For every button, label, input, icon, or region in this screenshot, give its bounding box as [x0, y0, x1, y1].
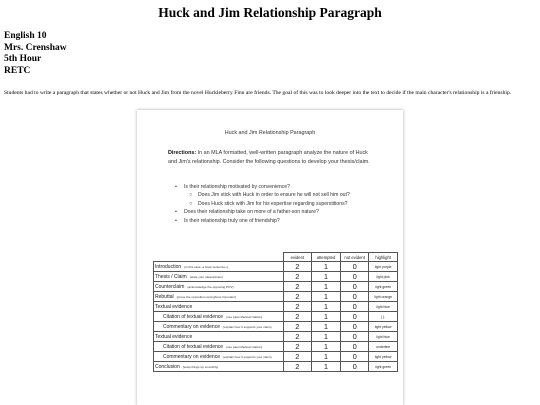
assignment-title: Huck and Jim Relationship Paragraph: [224, 130, 316, 136]
rubric-score-attempted: 1: [312, 322, 341, 332]
bullet-icon: •: [175, 209, 177, 216]
rubric-category: [154, 272, 284, 282]
rubric-row: [154, 282, 398, 292]
rubric-row: [154, 332, 398, 342]
rubric-score-not-evident: 0: [340, 342, 368, 352]
question-item: [175, 200, 395, 208]
question-text: Does Huck stick with Jim for his expertise regarding superstitions?: [198, 200, 348, 207]
rubric-category: [154, 332, 284, 342]
question-item: [175, 208, 395, 216]
rubric-score-attempted: 1: [312, 312, 341, 322]
rubric-category-name: Conclusion: [155, 363, 180, 370]
rubric-category-note: (explain how it supports your claim): [222, 354, 272, 359]
rubric-category-name: Commentary on evidence: [163, 323, 220, 330]
rubric-header-highlight: highlight: [369, 253, 398, 262]
rubric-highlight: ( ).: [369, 312, 398, 322]
rubric-highlight: light purple: [369, 262, 398, 272]
directions: [168, 149, 373, 167]
rubric-score-evident: 2: [283, 302, 311, 312]
rubric-category-note: (in this case, a hook sentence+): [184, 264, 228, 269]
rubric-row: [154, 352, 398, 362]
rubric-category: [154, 262, 284, 272]
rubric-score-evident: 2: [283, 342, 311, 352]
rubric-score-not-evident: 0: [340, 322, 368, 332]
rubric-highlight: light yellow: [369, 352, 398, 362]
intro-paragraph: Students had to write a paragraph that states whether or not Huck and Jim from the novel Huckleberry Finn are friends. The goal of this was to look deeper into the text to decide if the main character's relationship is a frienship.: [4, 90, 512, 96]
rubric-category-name: Counterclaim: [155, 283, 185, 290]
rubric-header-blank: [154, 253, 284, 262]
rubric-header-attempted: attempted: [312, 253, 341, 262]
rubric-category: [154, 362, 284, 372]
rubric-score-evident: 2: [283, 352, 311, 362]
rubric-highlight: light green: [369, 282, 398, 292]
directions-text: In an MLA formatted, well-written paragraph analyze the nature of Huck and Jim's relationship. Consider the following questions to develop your thesis/claim.: [168, 150, 370, 165]
page-title: Huck and Jim Relationship Paragraph: [158, 5, 382, 20]
question-item: [175, 217, 395, 225]
rubric-header-row: [154, 253, 398, 262]
rubric-score-not-evident: 0: [340, 282, 368, 292]
rubric-row: [154, 262, 398, 272]
rubric-score-not-evident: 0: [340, 262, 368, 272]
question-item: [175, 183, 395, 191]
rubric-score-attempted: 1: [312, 352, 341, 362]
rubric-row: [154, 362, 398, 372]
rubric-category-note: (acknowledge the opposing POV): [187, 284, 234, 289]
rubric-score-attempted: 1: [312, 342, 341, 352]
bullet-icon: •: [175, 217, 177, 224]
class-hour: 5th Hour: [4, 54, 42, 64]
rubric-score-evident: 2: [283, 362, 311, 372]
rubric-highlight: light blue: [369, 302, 398, 312]
question-item: [175, 191, 395, 199]
question-text: Does their relationship take on more of a father-son nature?: [184, 209, 319, 216]
rubric-score-attempted: 1: [312, 332, 341, 342]
rubric-score-attempted: 1: [312, 262, 341, 272]
rubric-row: [154, 292, 398, 302]
circle-bullet-icon: ○: [189, 192, 193, 199]
rubric-score-attempted: 1: [312, 292, 341, 302]
rubric-category-name: Textual evidence: [155, 303, 193, 310]
rubric-category-name: Citation of textual evidence: [163, 313, 224, 320]
rubric-row: [154, 312, 398, 322]
rubric-row: [154, 322, 398, 332]
rubric-category-name: Introduction: [155, 263, 182, 270]
rubric-category-note: (explain how it supports your claim): [222, 324, 272, 329]
rubric-score-not-evident: 0: [340, 312, 368, 322]
rubric-highlight: light yellow: [369, 322, 398, 332]
rubric-table: [153, 252, 398, 372]
rubric-category-name: Commentary on evidence: [163, 353, 220, 360]
rubric-category-name: Citation of textual evidence: [163, 343, 224, 350]
rubric-row: [154, 302, 398, 312]
rubric-highlight: light orange: [369, 292, 398, 302]
teacher-name: Mrs. Crenshaw: [4, 42, 67, 53]
circle-bullet-icon: ○: [189, 200, 193, 207]
rubric-category-name: Textual evidence: [155, 333, 193, 340]
rubric-score-not-evident: 0: [340, 362, 368, 372]
class-info: [4, 31, 67, 77]
question-text: Is their relationship motivated by convenience?: [184, 184, 290, 190]
question-list: [175, 183, 395, 225]
assignment-sheet-image: [137, 110, 403, 405]
rubric-score-attempted: 1: [312, 362, 341, 372]
rubric-highlight: light blue: [369, 332, 398, 342]
rubric-score-evident: 2: [283, 262, 311, 272]
rubric-category: [154, 312, 284, 322]
rubric-category-name: Rebuttal: [155, 293, 174, 300]
rubric-row: [154, 272, 398, 282]
rubric-score-attempted: 1: [312, 272, 341, 282]
rubric-category: [154, 352, 284, 362]
rubric-score-evident: 2: [283, 312, 311, 322]
bullet-icon: •: [175, 184, 177, 190]
rubric-category: [154, 342, 284, 352]
rubric-score-evident: 2: [283, 292, 311, 302]
rubric-category: [154, 322, 284, 332]
rubric-highlight: underline: [369, 342, 398, 352]
rubric-score-not-evident: 0: [340, 272, 368, 282]
rubric-category: [154, 302, 284, 312]
rubric-category-note: (use parenthetical citation): [226, 314, 263, 319]
rubric-highlight: light pink: [369, 272, 398, 282]
program-name: RETC: [4, 65, 31, 76]
rubric-score-evident: 2: [283, 282, 311, 292]
rubric-highlight: light green: [369, 362, 398, 372]
rubric-category-note: (use parenthetical citation): [226, 344, 263, 349]
rubric-score-not-evident: 0: [340, 292, 368, 302]
directions-label: Directions:: [168, 150, 197, 156]
rubric-score-attempted: 1: [312, 282, 341, 292]
course-name: English 10: [4, 31, 47, 41]
question-text: Does Jim stick with Huck in order to ensure he will not sell him out?: [198, 192, 350, 199]
rubric-score-evident: 2: [283, 322, 311, 332]
rubric-header-not-evident: not evident: [340, 253, 368, 262]
rubric-category-name: Thesis / Claim: [155, 273, 187, 280]
rubric-score-not-evident: 0: [340, 352, 368, 362]
rubric-score-attempted: 1: [312, 302, 341, 312]
rubric-category-note: (wrap things up smoothly): [182, 364, 219, 369]
rubric-score-evident: 2: [283, 272, 311, 282]
question-text: Is their relationship truly one of friendship?: [184, 217, 280, 224]
rubric-score-not-evident: 0: [340, 332, 368, 342]
rubric-header-evident: evident: [283, 253, 311, 262]
rubric-score-not-evident: 0: [340, 302, 368, 312]
rubric-category: [154, 282, 284, 292]
rubric-category-note: (state your idea/opinion): [189, 274, 223, 279]
rubric-category: [154, 292, 284, 302]
rubric-score-evident: 2: [283, 332, 311, 342]
rubric-row: [154, 342, 398, 352]
rubric-category-note: (prove the opposition wrong/less important): [176, 294, 236, 299]
